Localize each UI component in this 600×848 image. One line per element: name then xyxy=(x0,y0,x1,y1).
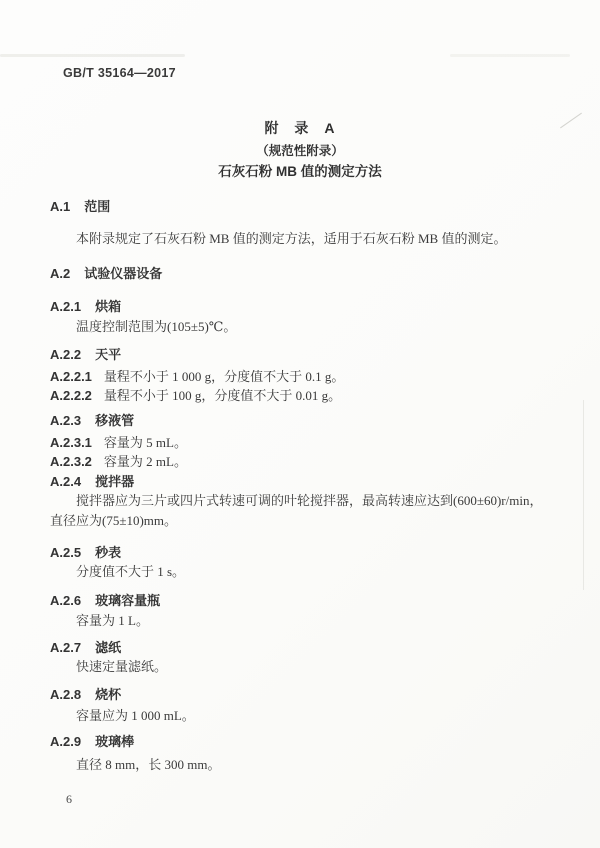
section-number: A.2.4 xyxy=(50,474,82,489)
section-number: A.2.9 xyxy=(50,734,82,749)
paragraph-a29: 直径 8 mm，长 300 mm。 xyxy=(76,757,221,772)
section-heading-a2 xyxy=(50,263,554,282)
section-number: A.2.5 xyxy=(50,545,82,560)
section-heading-a25 xyxy=(50,542,554,561)
paragraph-a21: 温度控制范围为(105±5)℃。 xyxy=(76,319,237,334)
page-number: 6 xyxy=(66,792,72,806)
item-text: 量程不小于 100 g，分度值不大于 0.01 g。 xyxy=(103,388,342,403)
section-title: 范围 xyxy=(84,199,111,214)
section-number: A.1 xyxy=(50,199,71,214)
item-a221 xyxy=(50,366,555,385)
section-title: 玻璃棒 xyxy=(95,734,135,749)
section-heading-a28 xyxy=(50,684,554,703)
section-heading-a23 xyxy=(50,410,554,429)
scan-artifact-edge-line xyxy=(583,400,584,590)
section-number: A.2.6 xyxy=(50,593,82,608)
section-heading-a24 xyxy=(50,471,554,490)
item-number: A.2.2.1 xyxy=(50,369,92,384)
paragraph-a24: 搅拌器应为三片或四片式转速可调的叶轮搅拌器，最高转速应达到(600±60)r/min，直径应为(75±10)mm。 xyxy=(50,493,543,528)
item-number: A.2.3.2 xyxy=(50,454,92,469)
item-text: 量程不小于 1 000 g，分度值不大于 0.1 g。 xyxy=(103,369,345,384)
section-heading-a22 xyxy=(50,344,554,363)
scan-artifact-streak xyxy=(450,54,570,57)
section-heading-a21 xyxy=(50,296,554,315)
item-number: A.2.3.1 xyxy=(50,435,92,450)
paragraph-a28: 容量应为 1 000 mL。 xyxy=(76,708,195,723)
item-a231 xyxy=(50,432,555,451)
section-title: 天平 xyxy=(95,347,122,362)
section-heading-a1 xyxy=(50,196,554,215)
appendix-title: 附 录 A xyxy=(264,120,336,136)
scan-artifact-streak xyxy=(0,54,185,57)
section-title: 烧杯 xyxy=(95,687,122,702)
item-a232 xyxy=(50,451,555,470)
section-heading-a29 xyxy=(50,731,554,750)
item-number: A.2.2.2 xyxy=(50,388,92,403)
section-title: 搅拌器 xyxy=(95,474,135,489)
section-title: 玻璃容量瓶 xyxy=(95,593,161,608)
section-heading-a26 xyxy=(50,590,554,609)
appendix-subtitle: （规范性附录） xyxy=(256,144,344,158)
section-number: A.2 xyxy=(50,266,71,281)
section-number: A.2.1 xyxy=(50,299,82,314)
section-number: A.2.3 xyxy=(50,413,82,428)
section-title: 移液管 xyxy=(95,413,135,428)
section-number: A.2.2 xyxy=(50,347,82,362)
section-number: A.2.8 xyxy=(50,687,82,702)
section-title: 试验仪器设备 xyxy=(84,266,163,281)
item-text: 容量为 5 mL。 xyxy=(103,435,187,450)
item-a222 xyxy=(50,385,555,404)
section-title: 秒表 xyxy=(95,545,122,560)
section-title: 滤纸 xyxy=(95,640,122,655)
appendix-method-title: 石灰石粉 MB 值的测定方法 xyxy=(218,164,382,179)
standard-number-header: GB/T 35164—2017 xyxy=(63,66,176,80)
section-heading-a27 xyxy=(50,637,554,656)
paragraph-a1: 本附录规定了石灰石粉 MB 值的测定方法，适用于石灰石粉 MB 值的测定。 xyxy=(76,231,507,246)
section-title: 烘箱 xyxy=(95,299,122,314)
paragraph-a25: 分度值不大于 1 s。 xyxy=(76,564,186,579)
paragraph-a27: 快速定量滤纸。 xyxy=(76,659,168,674)
paragraph-a26: 容量为 1 L。 xyxy=(76,613,149,628)
item-text: 容量为 2 mL。 xyxy=(103,454,187,469)
section-number: A.2.7 xyxy=(50,640,82,655)
